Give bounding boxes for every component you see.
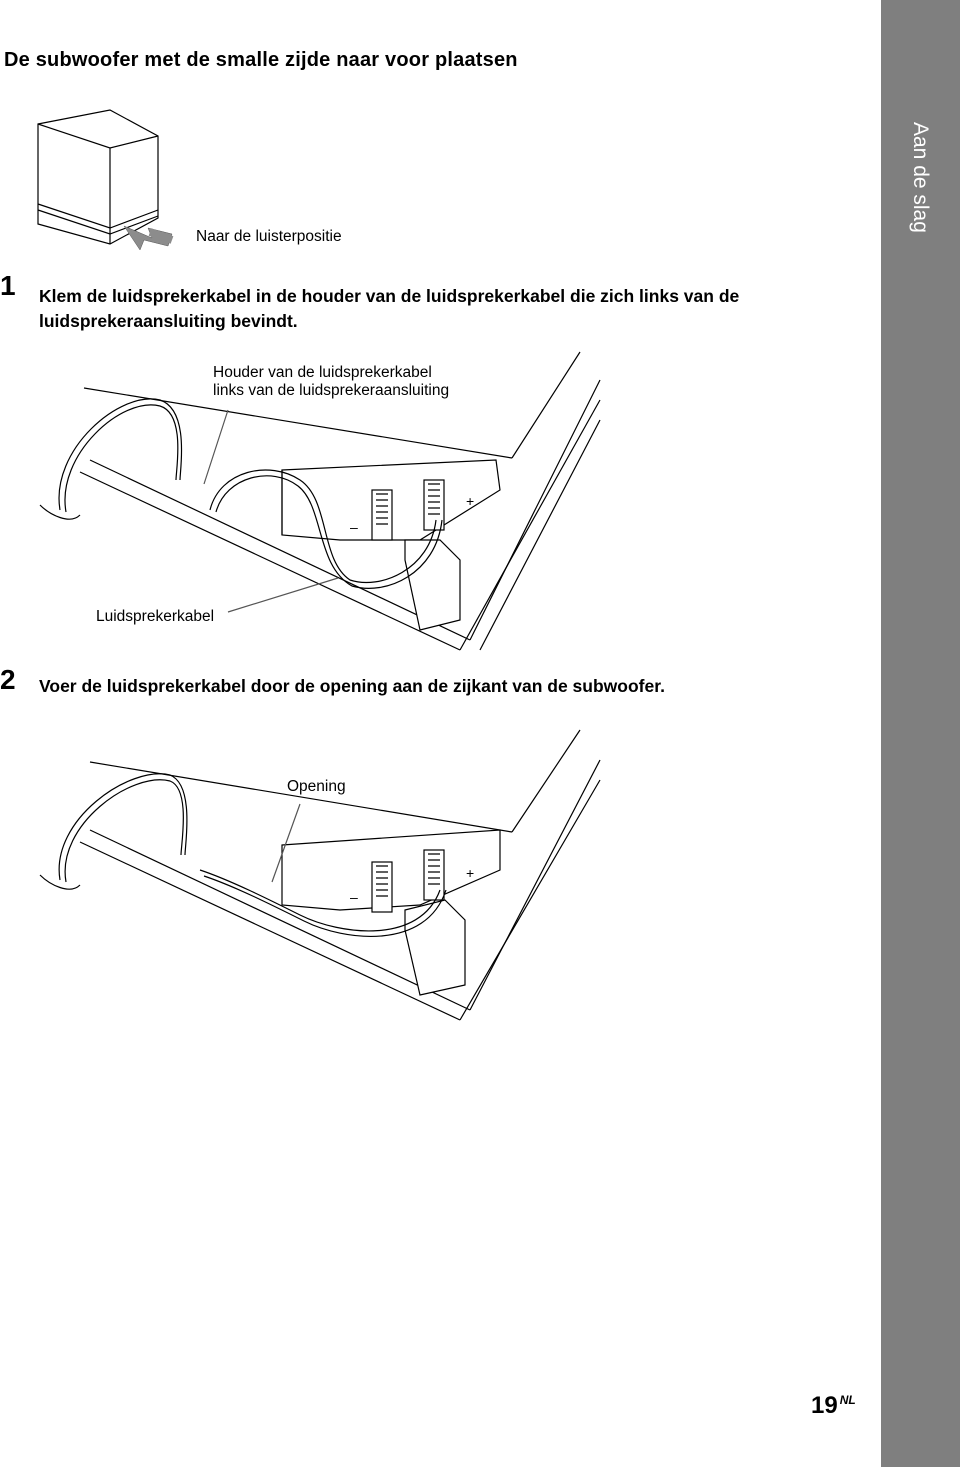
section-title: De subwoofer met de smalle zijde naar voor plaatsen	[4, 49, 518, 71]
terminal-minus-label: –	[350, 519, 358, 535]
step-2-number: 2	[0, 664, 16, 695]
holder-label-line2: links van de luidsprekeraansluiting	[213, 382, 450, 399]
opening-label: Opening	[287, 778, 346, 795]
page-number-value: 19	[811, 1392, 838, 1419]
holder-label-line1: Houder van de luidsprekerkabel	[213, 364, 432, 381]
subwoofer-placement-illustration	[0, 0, 400, 260]
step-1-text: Klem de luidsprekerkabel in de houder van de luidsprekerkabel die zich links van de luidsprekeraansluiting bevindt.	[39, 286, 740, 331]
listening-position-caption: Naar de luisterpositie	[196, 228, 342, 245]
terminal-minus-label-2: –	[350, 889, 358, 905]
terminal-plus-label-2: +	[466, 865, 475, 881]
page-number	[811, 1392, 856, 1420]
speaker-cable-label: Luidsprekerkabel	[96, 608, 215, 625]
sidebar-label: Aan de slag	[909, 122, 932, 233]
terminal-plus-label: +	[466, 493, 475, 509]
step-2-text: Voer de luidsprekerkabel door de opening aan de zijkant van de subwoofer.	[39, 676, 665, 696]
step-1-number: 1	[0, 270, 16, 301]
cable-through-opening-illustration	[0, 720, 620, 1040]
page-language: NL	[839, 1393, 856, 1407]
